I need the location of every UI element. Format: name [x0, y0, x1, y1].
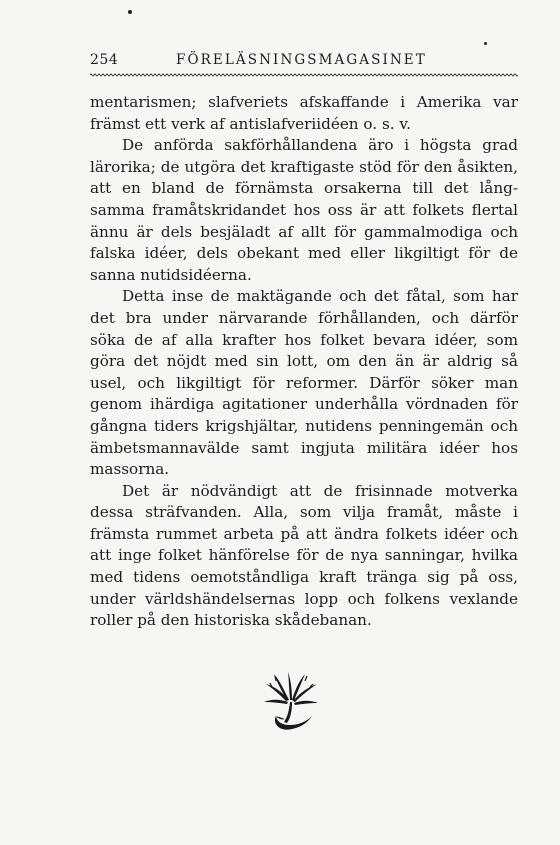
text-line: det bra under närvarande förhållanden, och därför [90, 308, 518, 327]
text-line: att inge folket hänförelse för de nya sanningar, hvilka [90, 546, 518, 565]
text-line: mentarismen; slafveriets afskaffande i Amerika var [90, 93, 518, 111]
text-line: usel, och likgiltigt för reformer. Därför söker man [90, 373, 518, 392]
text-line: att en bland de förnämsta orsakerna till det lång- [90, 179, 518, 198]
running-title: FÖRELÄSNINGSMAGASINET [176, 52, 427, 68]
text-line: gångna tiders krigshjältar, nutidens penningemän och [90, 416, 518, 435]
text-line: samma framåtskridandet hos oss är att folkets flertal [90, 200, 518, 219]
text-line: massorna. [90, 460, 170, 479]
text-line: under världshändelsernas lopp och folkens vexlande [90, 589, 518, 608]
text-line: söka de af alla krafter hos folket bevara idéer, som [90, 330, 518, 349]
text-line: göra det nöjdt med sin lott, om den än är aldrig så [90, 352, 518, 371]
text-line: sanna nutidsidéerna. [90, 265, 252, 284]
page-header [90, 52, 518, 72]
text-line: lärorika; de utgöra det kraftigaste stöd för den åsikten, [90, 157, 518, 176]
text-line: främst ett verk af antislafveriidéen o. s. v. [90, 114, 412, 133]
text-line: roller på den historiska skådebanan. [90, 611, 372, 630]
text-line: med tidens oemotståndliga kraft tränga sig på oss, [90, 568, 518, 587]
page-number: 254 [90, 52, 119, 68]
palm-leaf-ornament-icon [262, 672, 320, 732]
wavy-header-rule [90, 73, 518, 77]
text-line: Detta inse de maktägande och det fåtal, som har [122, 287, 518, 306]
text-line: Det är nödvändigt att de frisinnade motverka [122, 481, 518, 500]
text-line: främsta rummet arbeta på att ändra folkets idéer och [90, 524, 518, 543]
text-line: ämbetsmannavälde samt ingjuta militära idéer hos [90, 438, 518, 457]
ink-speck [484, 42, 487, 45]
ink-speck [128, 10, 132, 14]
text-line: genom ihärdiga agitationer underhålla vördnaden för [90, 395, 518, 414]
text-line: falska idéer, dels obekant med eller likgiltigt för de [90, 244, 518, 263]
text-line: De anförda sakförhållandena äro i högsta grad [122, 136, 518, 155]
text-line: dessa sträfvanden. Alla, som vilja framåt, måste i [90, 503, 518, 522]
text-line: ännu är dels besjäladt af allt för gammalmodiga och [90, 222, 518, 241]
body-text [90, 92, 518, 632]
